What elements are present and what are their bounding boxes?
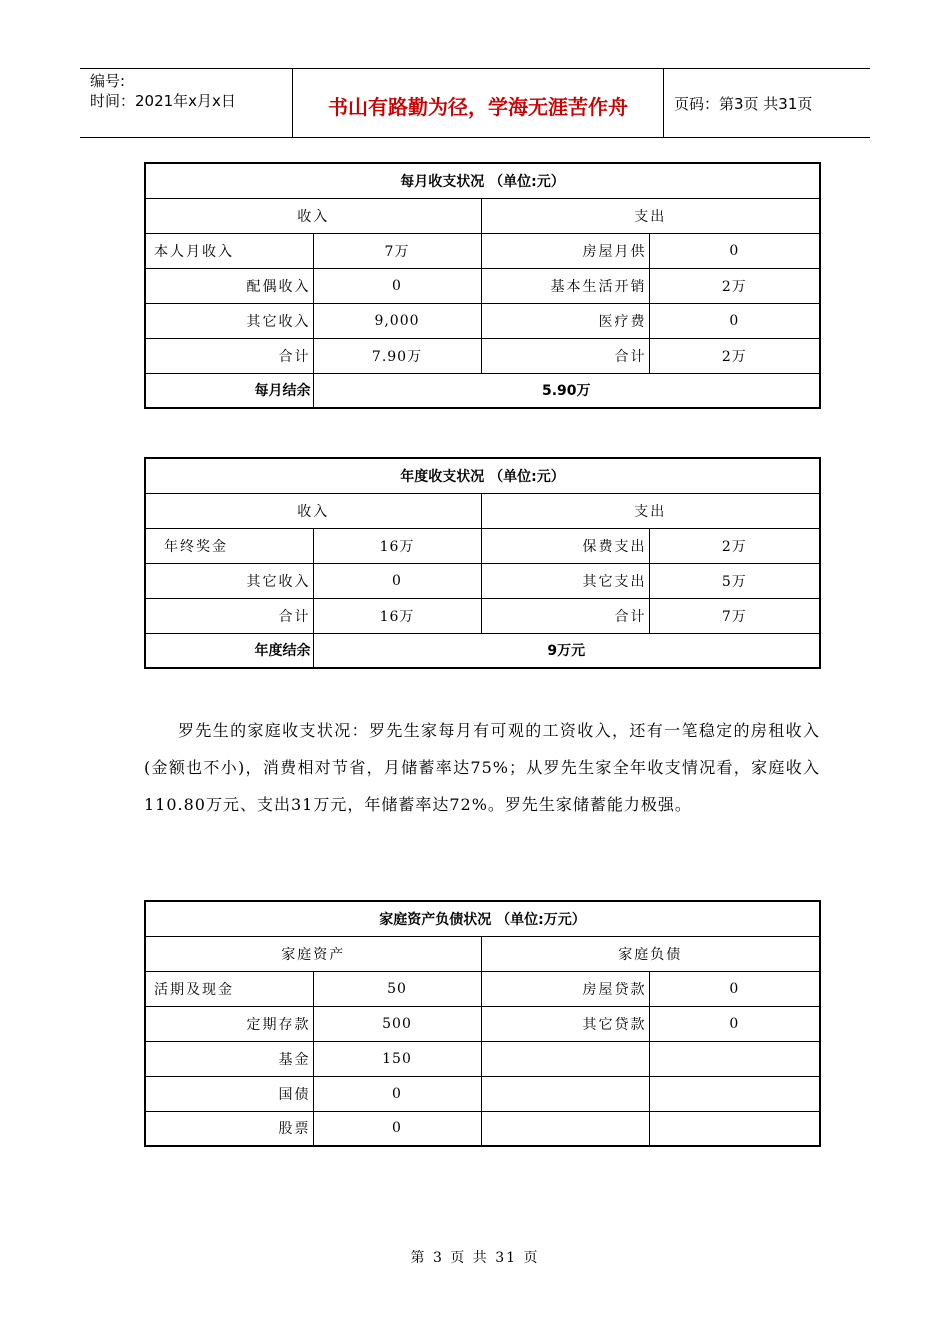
row-value — [649, 1041, 820, 1076]
row-label: 股票 — [145, 1111, 313, 1146]
row-value: 5万 — [649, 563, 820, 598]
number-label: 编号: — [90, 72, 126, 90]
row-value — [649, 1076, 820, 1111]
page-footer: 第 3 页 共 31 页 — [410, 1250, 540, 1266]
row-value: 16万 — [313, 528, 481, 563]
assets-header: 家庭资产 — [145, 936, 481, 971]
balance-row — [145, 633, 820, 668]
table-row — [145, 1076, 820, 1111]
header-page-label: 页码：第3页 共31页 — [674, 94, 813, 113]
row-value: 0 — [649, 971, 820, 1006]
balance-value: 5.90万 — [313, 373, 820, 408]
table-row — [145, 971, 820, 1006]
table-row — [145, 233, 820, 268]
balance-label: 年度结余 — [145, 633, 313, 668]
row-value: 50 — [313, 971, 481, 1006]
row-label: 年终奖金 — [145, 528, 313, 563]
page-header — [80, 68, 870, 138]
row-label: 合计 — [145, 338, 313, 373]
header-motto: 书山有路勤为径，学海无涯苦作舟 — [293, 69, 664, 137]
row-value: 150 — [313, 1041, 481, 1076]
row-value: 7.90万 — [313, 338, 481, 373]
row-label: 其它收入 — [145, 303, 313, 338]
assets-title: 家庭资产负债状况 （单位:万元） — [145, 901, 820, 936]
table-row — [145, 338, 820, 373]
table-row — [145, 268, 820, 303]
balance-row — [145, 373, 820, 408]
row-label: 合计 — [481, 338, 649, 373]
table-row — [145, 598, 820, 633]
row-label — [481, 1041, 649, 1076]
row-value: 0 — [649, 233, 820, 268]
summary-text: 罗先生的家庭收支状况：罗先生家每月有可观的工资收入，还有一笔稳定的房租收入(金额也不小)，消费相对节省，月储蓄率达75%；从罗先生家全年收支情况看，家庭收入110.80万元、支出31万元，年储蓄率达72%。罗先生家储蓄能力极强。 — [144, 721, 820, 814]
table-row — [145, 1006, 820, 1041]
row-label — [481, 1111, 649, 1146]
row-value — [649, 1111, 820, 1146]
row-label: 其它贷款 — [481, 1006, 649, 1041]
row-value: 9,000 — [313, 303, 481, 338]
header-meta — [80, 69, 293, 137]
row-label: 合计 — [481, 598, 649, 633]
row-value: 500 — [313, 1006, 481, 1041]
row-label: 其它收入 — [145, 563, 313, 598]
row-value: 0 — [313, 1111, 481, 1146]
monthly-title: 每月收支状况 （单位:元） — [145, 163, 820, 198]
row-label: 医疗费 — [481, 303, 649, 338]
table-row — [145, 1041, 820, 1076]
time-label: 时间：2021年x月x日 — [90, 92, 236, 110]
row-label: 活期及现金 — [145, 971, 313, 1006]
row-label: 其它支出 — [481, 563, 649, 598]
row-label: 国债 — [145, 1076, 313, 1111]
row-value: 2万 — [649, 268, 820, 303]
row-label: 房屋贷款 — [481, 971, 649, 1006]
row-label: 基本生活开销 — [481, 268, 649, 303]
balance-label: 每月结余 — [145, 373, 313, 408]
row-label: 合计 — [145, 598, 313, 633]
row-label: 配偶收入 — [145, 268, 313, 303]
row-value: 16万 — [313, 598, 481, 633]
row-value: 0 — [649, 1006, 820, 1041]
row-value: 2万 — [649, 528, 820, 563]
table-row — [145, 303, 820, 338]
monthly-budget-table — [144, 162, 821, 409]
summary-paragraph — [144, 712, 820, 823]
annual-income-header: 收入 — [145, 493, 481, 528]
row-value: 7万 — [313, 233, 481, 268]
row-value: 0 — [313, 268, 481, 303]
row-label: 房屋月供 — [481, 233, 649, 268]
annual-expense-header: 支出 — [481, 493, 820, 528]
balance-value: 9万元 — [313, 633, 820, 668]
row-value: 0 — [649, 303, 820, 338]
liabilities-header: 家庭负债 — [481, 936, 820, 971]
row-value: 0 — [313, 1076, 481, 1111]
table-row — [145, 563, 820, 598]
monthly-income-header: 收入 — [145, 198, 481, 233]
table-row — [145, 1111, 820, 1146]
row-value: 2万 — [649, 338, 820, 373]
monthly-expense-header: 支出 — [481, 198, 820, 233]
row-label: 基金 — [145, 1041, 313, 1076]
row-label: 定期存款 — [145, 1006, 313, 1041]
row-label: 本人月收入 — [145, 233, 313, 268]
table-row — [145, 528, 820, 563]
row-value: 7万 — [649, 598, 820, 633]
row-value: 0 — [313, 563, 481, 598]
annual-budget-table — [144, 457, 821, 669]
assets-liabilities-table — [144, 900, 821, 1147]
row-label: 保费支出 — [481, 528, 649, 563]
annual-title: 年度收支状况 （单位:元） — [145, 458, 820, 493]
row-label — [481, 1076, 649, 1111]
